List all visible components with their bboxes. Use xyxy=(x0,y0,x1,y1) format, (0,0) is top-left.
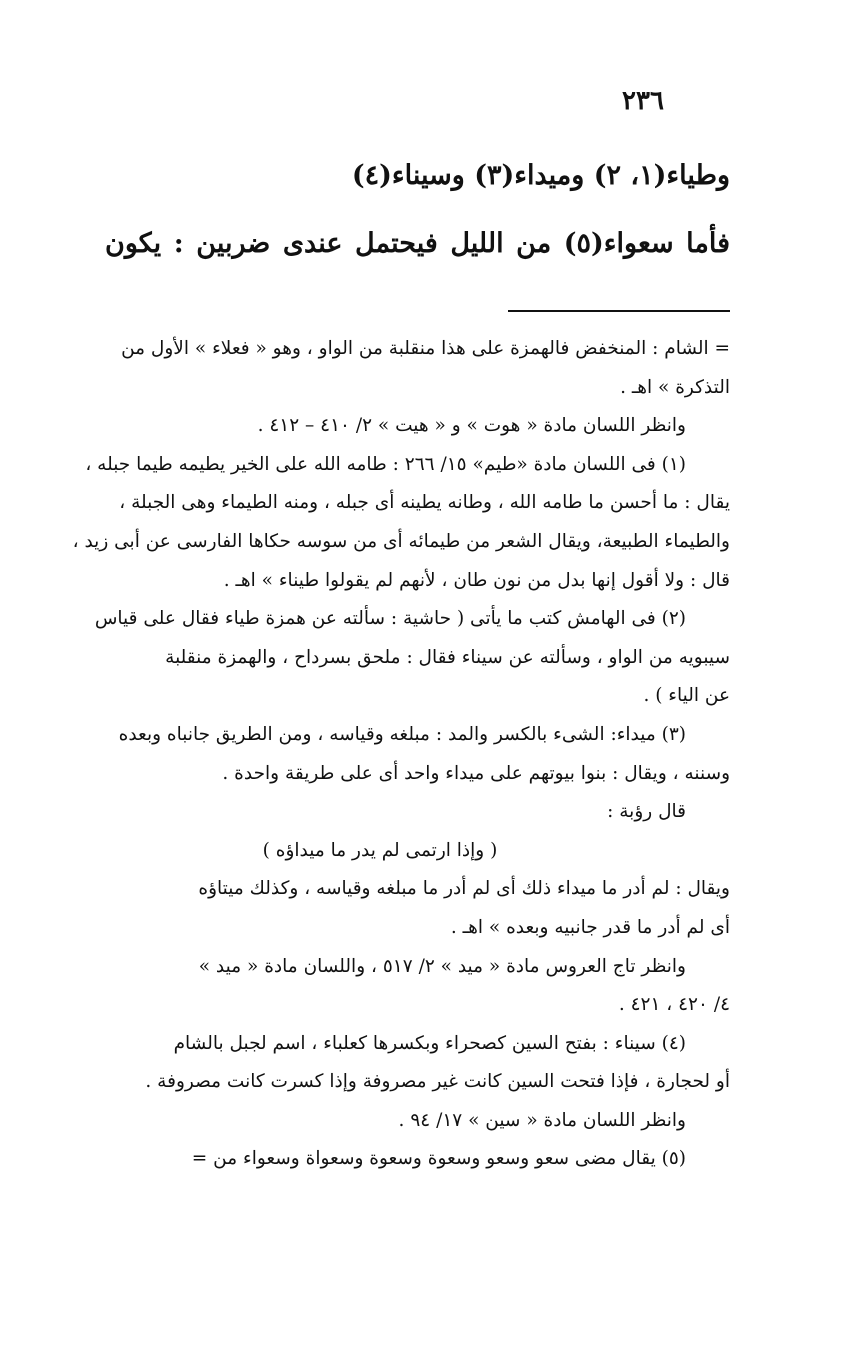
footnote-line: وانظر اللسان مادة « هوت » و « هيت » ٢/ ٤١٠ – ٤١٢ . xyxy=(257,415,686,437)
page-number: ٢٣٦ xyxy=(622,86,664,116)
footnote-line: عن الياء ) . xyxy=(643,685,730,707)
footnote-line: وسننه ، ويقال : بنوا بيوتهم على ميداء واحد أى على طريقة واحدة . xyxy=(222,762,730,784)
main-text-line-1: وطياء(١، ٢) وميداء(٣) وسيناء(٤) xyxy=(351,160,730,191)
footnote-2: (٢) فى الهامش كتب ما يأتى ( حاشية : سألته عن همزة طياء فقال على قياس xyxy=(94,608,686,630)
footnote-line: قال : ولا أقول إنها بدل من نون طان ، لأنهم لم يقولوا طيناء » اهـ . xyxy=(223,569,730,591)
footnote-line: أى لم أدر ما قدر جانبيه وبعده » اهـ . xyxy=(450,916,730,938)
footnote-line: = الشام : المنخفض فالهمزة على هذا منقلبة من الواو ، وهو « فعلاء » الأول من xyxy=(121,338,730,359)
footnote-5: (٥) يقال مضى سعو وسعو وسعوة وسعوة وسعواة وسعواء من = xyxy=(191,1148,686,1170)
main-text-line-2: فأما سعواء(٥) من الليل فيحتمل عندى ضربين : يكون xyxy=(105,228,730,259)
footnote-line: سيبويه من الواو ، وسألته عن سيناء فقال : ملحق بسرداح ، والهمزة منقلبة xyxy=(165,646,730,668)
footnote-line: ٤/ ٤٢٠ ، ٤٢١ . xyxy=(618,994,730,1016)
footnote-4: (٤) سيناء : بفتح السين كصحراء وبكسرها كعلباء ، اسم لجبل بالشام xyxy=(173,1032,686,1054)
footnote-line: التذكرة » اهـ . xyxy=(620,376,730,398)
footnote-1: (١) فى اللسان مادة «طيم» ١٥/ ٢٦٦ : طامه الله على الخير يطيمه طيما جبله ، xyxy=(85,453,686,475)
footnote-line: ويقال : لم أدر ما ميداء ذلك أى لم أدر ما مبلغه وقياسه ، وكذلك ميتاؤه xyxy=(198,878,730,900)
footnote-line: وانظر تاج العروس مادة « ميد » ٢/ ٥١٧ ، واللسان مادة « ميد » xyxy=(198,955,686,977)
footnote-separator xyxy=(508,310,730,312)
footnote-line: يقال : ما أحسن ما طامه الله ، وطانه يطينه أى جبله ، ومنه الطيماء وهى الجبلة ، xyxy=(119,492,730,514)
verse-quote: ( وإذا ارتمى لم يدر ما ميداؤه ) xyxy=(262,839,498,861)
footnote-line: والطيماء الطبيعة، ويقال الشعر من طيمائه أى من سوسه حكاها الفارسى عن أبى زيد ، xyxy=(72,530,730,552)
footnote-3: (٣) ميداء: الشىء بالكسر والمد : مبلغه وقياسه ، ومن الطريق جانباه وبعده xyxy=(118,723,686,745)
footnote-line: وانظر اللسان مادة « سين » ١٧/ ٩٤ . xyxy=(398,1109,686,1131)
footnote-line: أو لحجارة ، فإذا فتحت السين كانت غير مصروفة وإذا كسرت كانت مصروفة . xyxy=(145,1071,730,1093)
footnote-line: قال رؤبة : xyxy=(607,801,686,823)
footnotes xyxy=(70,330,730,1179)
